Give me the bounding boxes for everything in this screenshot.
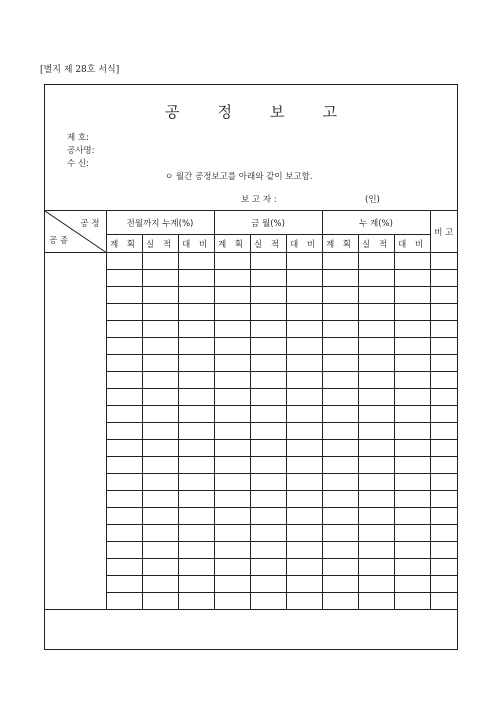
value-cell[interactable]: [286, 525, 322, 542]
value-cell[interactable]: [178, 559, 214, 576]
remarks-cell[interactable]: [430, 474, 457, 491]
value-cell[interactable]: [106, 253, 142, 270]
value-cell[interactable]: [106, 270, 142, 287]
value-cell[interactable]: [286, 253, 322, 270]
value-cell[interactable]: [106, 491, 142, 508]
value-cell[interactable]: [322, 372, 358, 389]
value-cell[interactable]: [286, 372, 322, 389]
group-header-cumulative: 누 계(%): [322, 211, 430, 235]
value-cell[interactable]: [394, 525, 430, 542]
value-cell[interactable]: [250, 440, 286, 457]
value-cell[interactable]: [286, 508, 322, 525]
value-cell[interactable]: [286, 389, 322, 406]
value-cell[interactable]: [214, 457, 250, 474]
value-cell[interactable]: [142, 287, 178, 304]
value-cell[interactable]: [358, 389, 394, 406]
value-cell[interactable]: [214, 372, 250, 389]
remarks-cell[interactable]: [430, 355, 457, 372]
value-cell[interactable]: [322, 508, 358, 525]
value-cell[interactable]: [106, 287, 142, 304]
value-cell[interactable]: [286, 440, 322, 457]
table-row: [45, 338, 457, 355]
value-cell[interactable]: [250, 355, 286, 372]
form-label: [별지 제 28호 서식]: [40, 65, 120, 75]
page-title: 공정보고: [165, 103, 375, 121]
value-cell[interactable]: [142, 372, 178, 389]
value-cell[interactable]: [106, 338, 142, 355]
remarks-cell[interactable]: [430, 559, 457, 576]
value-cell[interactable]: [214, 355, 250, 372]
value-cell[interactable]: [106, 593, 142, 610]
value-cell[interactable]: [286, 474, 322, 491]
value-cell[interactable]: [286, 287, 322, 304]
value-cell[interactable]: [394, 542, 430, 559]
value-cell[interactable]: [214, 287, 250, 304]
value-cell[interactable]: [358, 338, 394, 355]
value-cell[interactable]: [142, 525, 178, 542]
value-cell[interactable]: [286, 457, 322, 474]
table-row: [45, 457, 457, 474]
value-cell[interactable]: [214, 593, 250, 610]
remarks-header: 비 고: [430, 211, 457, 253]
value-cell[interactable]: [214, 525, 250, 542]
table-corner-header: [45, 211, 106, 253]
value-cell[interactable]: [106, 576, 142, 593]
value-cell[interactable]: [358, 406, 394, 423]
remarks-cell[interactable]: [430, 457, 457, 474]
value-cell[interactable]: [394, 321, 430, 338]
value-cell[interactable]: [394, 304, 430, 321]
value-cell[interactable]: [394, 287, 430, 304]
value-cell[interactable]: [142, 508, 178, 525]
value-cell[interactable]: [214, 389, 250, 406]
remarks-cell[interactable]: [430, 440, 457, 457]
value-cell[interactable]: [358, 559, 394, 576]
value-cell[interactable]: [250, 270, 286, 287]
remarks-cell[interactable]: [430, 491, 457, 508]
value-cell[interactable]: [106, 423, 142, 440]
value-cell[interactable]: [250, 576, 286, 593]
value-cell[interactable]: [322, 287, 358, 304]
remarks-cell[interactable]: [430, 406, 457, 423]
value-cell[interactable]: [178, 372, 214, 389]
table-row: [45, 525, 457, 542]
table-row: [45, 389, 457, 406]
reporter-label: 보 고 자 :: [241, 195, 277, 205]
value-cell[interactable]: [286, 270, 322, 287]
remarks-cell[interactable]: [430, 270, 457, 287]
value-cell[interactable]: [322, 440, 358, 457]
value-cell[interactable]: [106, 321, 142, 338]
value-cell[interactable]: [250, 372, 286, 389]
value-cell[interactable]: [106, 525, 142, 542]
remarks-cell[interactable]: [430, 253, 457, 270]
value-cell[interactable]: [214, 576, 250, 593]
value-cell[interactable]: [322, 389, 358, 406]
value-cell[interactable]: [358, 508, 394, 525]
value-cell[interactable]: [142, 593, 178, 610]
table-row: [45, 576, 457, 593]
remarks-cell[interactable]: [430, 542, 457, 559]
value-cell[interactable]: [322, 474, 358, 491]
value-cell[interactable]: [214, 542, 250, 559]
sub-header-ratio: 대 비: [394, 235, 430, 253]
value-cell[interactable]: [142, 542, 178, 559]
value-cell[interactable]: [286, 406, 322, 423]
value-cell[interactable]: [142, 457, 178, 474]
value-cell[interactable]: [106, 457, 142, 474]
value-cell[interactable]: [142, 304, 178, 321]
value-cell[interactable]: [250, 542, 286, 559]
progress-table: [45, 210, 457, 610]
sub-header-actual: 실 적: [250, 235, 286, 253]
value-cell[interactable]: [142, 440, 178, 457]
value-cell[interactable]: [322, 576, 358, 593]
value-cell[interactable]: [394, 559, 430, 576]
value-cell[interactable]: [250, 321, 286, 338]
value-cell[interactable]: [358, 491, 394, 508]
value-cell[interactable]: [214, 338, 250, 355]
value-cell[interactable]: [214, 253, 250, 270]
value-cell[interactable]: [178, 593, 214, 610]
value-cell[interactable]: [106, 474, 142, 491]
value-cell[interactable]: [286, 321, 322, 338]
table-row: [45, 559, 457, 576]
value-cell[interactable]: [358, 287, 394, 304]
value-cell[interactable]: [142, 389, 178, 406]
value-cell[interactable]: [178, 576, 214, 593]
table-row: [45, 270, 457, 287]
table-row: [45, 372, 457, 389]
value-cell[interactable]: [250, 525, 286, 542]
value-cell[interactable]: [286, 491, 322, 508]
value-cell[interactable]: [214, 423, 250, 440]
value-cell[interactable]: [178, 270, 214, 287]
value-cell[interactable]: [322, 355, 358, 372]
value-cell[interactable]: [394, 491, 430, 508]
value-cell[interactable]: [250, 508, 286, 525]
table-row: [45, 423, 457, 440]
report-form: [44, 84, 458, 650]
value-cell[interactable]: [250, 406, 286, 423]
value-cell[interactable]: [322, 525, 358, 542]
value-cell[interactable]: [214, 559, 250, 576]
value-cell[interactable]: [286, 338, 322, 355]
sub-header-actual: 실 적: [358, 235, 394, 253]
value-cell[interactable]: [358, 576, 394, 593]
remarks-cell[interactable]: [430, 338, 457, 355]
table-row: [45, 287, 457, 304]
value-cell[interactable]: [358, 321, 394, 338]
value-cell[interactable]: [106, 372, 142, 389]
value-cell[interactable]: [358, 474, 394, 491]
value-cell[interactable]: [178, 338, 214, 355]
value-cell[interactable]: [106, 559, 142, 576]
value-cell[interactable]: [394, 474, 430, 491]
value-cell[interactable]: [358, 253, 394, 270]
sub-header-plan: 계 획: [322, 235, 358, 253]
remarks-cell[interactable]: [430, 321, 457, 338]
value-cell[interactable]: [214, 304, 250, 321]
value-cell[interactable]: [322, 423, 358, 440]
value-cell[interactable]: [250, 559, 286, 576]
value-cell[interactable]: [214, 321, 250, 338]
trade-column-cell[interactable]: [45, 253, 106, 610]
table-row: [45, 440, 457, 457]
table-row: [45, 542, 457, 559]
group-header-previous: 전월까지 누계(%): [106, 211, 214, 235]
recipient-label: 수 신:: [67, 159, 89, 169]
value-cell[interactable]: [358, 593, 394, 610]
value-cell[interactable]: [322, 559, 358, 576]
table-row: [45, 321, 457, 338]
value-cell[interactable]: [322, 270, 358, 287]
process-header: 공 정: [80, 219, 100, 229]
value-cell[interactable]: [178, 389, 214, 406]
value-cell[interactable]: [178, 525, 214, 542]
value-cell[interactable]: [358, 457, 394, 474]
value-cell[interactable]: [214, 440, 250, 457]
value-cell[interactable]: [142, 270, 178, 287]
value-cell[interactable]: [322, 457, 358, 474]
value-cell[interactable]: [322, 593, 358, 610]
project-name-label: 공사명:: [67, 146, 95, 156]
value-cell[interactable]: [178, 457, 214, 474]
value-cell[interactable]: [358, 525, 394, 542]
value-cell[interactable]: [250, 304, 286, 321]
value-cell[interactable]: [214, 270, 250, 287]
value-cell[interactable]: [322, 304, 358, 321]
ref-no-label: 제 호:: [67, 133, 89, 143]
value-cell[interactable]: [286, 593, 322, 610]
value-cell[interactable]: [394, 389, 430, 406]
value-cell[interactable]: [322, 253, 358, 270]
value-cell[interactable]: [214, 491, 250, 508]
value-cell[interactable]: [178, 474, 214, 491]
value-cell[interactable]: [358, 423, 394, 440]
value-cell[interactable]: [214, 406, 250, 423]
value-cell[interactable]: [214, 474, 250, 491]
value-cell[interactable]: [142, 253, 178, 270]
value-cell[interactable]: [142, 576, 178, 593]
value-cell[interactable]: [142, 338, 178, 355]
value-cell[interactable]: [394, 338, 430, 355]
value-cell[interactable]: [106, 440, 142, 457]
remarks-cell[interactable]: [430, 593, 457, 610]
remarks-cell[interactable]: [430, 576, 457, 593]
table-row: [45, 508, 457, 525]
table-row: [45, 474, 457, 491]
value-cell[interactable]: [178, 321, 214, 338]
value-cell[interactable]: [322, 321, 358, 338]
value-cell[interactable]: [394, 423, 430, 440]
value-cell[interactable]: [106, 508, 142, 525]
remarks-cell[interactable]: [430, 304, 457, 321]
sub-header-plan: 계 획: [106, 235, 142, 253]
value-cell[interactable]: [250, 593, 286, 610]
value-cell[interactable]: [250, 389, 286, 406]
table-row: [45, 593, 457, 610]
value-cell[interactable]: [394, 372, 430, 389]
value-cell[interactable]: [106, 389, 142, 406]
value-cell[interactable]: [358, 355, 394, 372]
value-cell[interactable]: [142, 355, 178, 372]
value-cell[interactable]: [178, 406, 214, 423]
value-cell[interactable]: [394, 593, 430, 610]
table-row: [45, 304, 457, 321]
sub-header-ratio: 대 비: [286, 235, 322, 253]
value-cell[interactable]: [250, 457, 286, 474]
value-cell[interactable]: [178, 253, 214, 270]
value-cell[interactable]: [250, 423, 286, 440]
value-cell[interactable]: [394, 355, 430, 372]
value-cell[interactable]: [178, 287, 214, 304]
table-row: [45, 253, 457, 270]
value-cell[interactable]: [250, 491, 286, 508]
table-row: [45, 491, 457, 508]
value-cell[interactable]: [358, 304, 394, 321]
value-cell[interactable]: [214, 508, 250, 525]
value-cell[interactable]: [286, 304, 322, 321]
value-cell[interactable]: [178, 508, 214, 525]
sub-header-plan: 계 획: [214, 235, 250, 253]
value-cell[interactable]: [178, 542, 214, 559]
value-cell[interactable]: [286, 355, 322, 372]
value-cell[interactable]: [394, 457, 430, 474]
value-cell[interactable]: [394, 576, 430, 593]
remarks-cell[interactable]: [430, 423, 457, 440]
value-cell[interactable]: [106, 542, 142, 559]
notice-text: ㅇ 월간 공정보고를 아래와 같이 보고함.: [165, 172, 313, 182]
value-cell[interactable]: [286, 576, 322, 593]
value-cell[interactable]: [178, 491, 214, 508]
value-cell[interactable]: [358, 542, 394, 559]
value-cell[interactable]: [250, 253, 286, 270]
sub-header-ratio: 대 비: [178, 235, 214, 253]
remarks-cell[interactable]: [430, 389, 457, 406]
remarks-cell[interactable]: [430, 287, 457, 304]
value-cell[interactable]: [322, 338, 358, 355]
table-row: [45, 355, 457, 372]
value-cell[interactable]: [394, 253, 430, 270]
value-cell[interactable]: [142, 423, 178, 440]
remarks-cell[interactable]: [430, 372, 457, 389]
value-cell[interactable]: [322, 491, 358, 508]
value-cell[interactable]: [322, 542, 358, 559]
remarks-cell[interactable]: [430, 508, 457, 525]
value-cell[interactable]: [178, 423, 214, 440]
sub-header-actual: 실 적: [142, 235, 178, 253]
value-cell[interactable]: [142, 406, 178, 423]
value-cell[interactable]: [178, 440, 214, 457]
value-cell[interactable]: [358, 270, 394, 287]
seal-mark: (인): [365, 195, 380, 205]
value-cell[interactable]: [394, 270, 430, 287]
value-cell[interactable]: [250, 474, 286, 491]
value-cell[interactable]: [286, 542, 322, 559]
value-cell[interactable]: [394, 406, 430, 423]
value-cell[interactable]: [142, 559, 178, 576]
value-cell[interactable]: [250, 338, 286, 355]
value-cell[interactable]: [106, 406, 142, 423]
remarks-cell[interactable]: [430, 525, 457, 542]
value-cell[interactable]: [178, 304, 214, 321]
value-cell[interactable]: [322, 406, 358, 423]
value-cell[interactable]: [142, 474, 178, 491]
value-cell[interactable]: [106, 355, 142, 372]
value-cell[interactable]: [250, 287, 286, 304]
value-cell[interactable]: [106, 304, 142, 321]
value-cell[interactable]: [178, 355, 214, 372]
value-cell[interactable]: [142, 491, 178, 508]
value-cell[interactable]: [286, 559, 322, 576]
value-cell[interactable]: [358, 440, 394, 457]
value-cell[interactable]: [358, 372, 394, 389]
value-cell[interactable]: [394, 508, 430, 525]
value-cell[interactable]: [142, 321, 178, 338]
table-row: [45, 406, 457, 423]
trade-header: 공 종: [49, 236, 69, 246]
value-cell[interactable]: [286, 423, 322, 440]
group-header-current: 금 월(%): [214, 211, 322, 235]
value-cell[interactable]: [394, 440, 430, 457]
